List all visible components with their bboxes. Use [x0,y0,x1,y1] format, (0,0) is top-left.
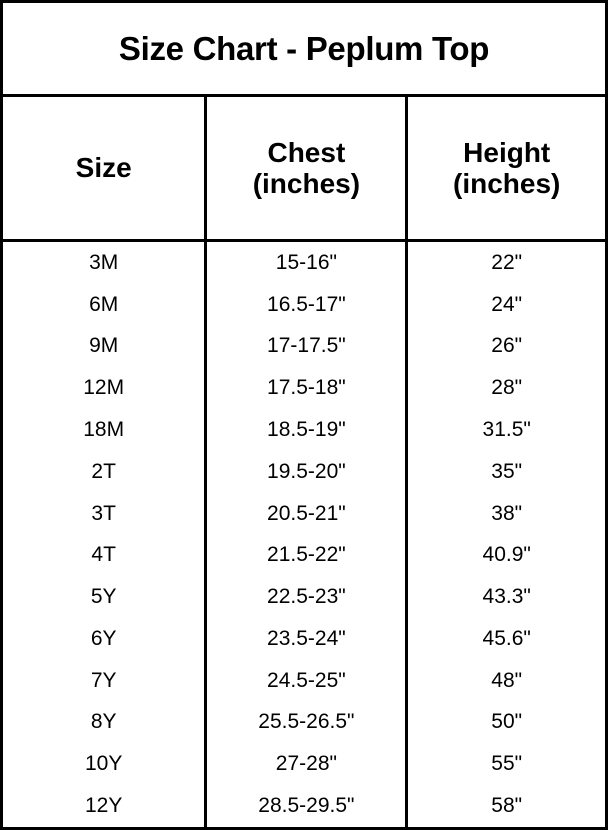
cell-chest: 24.5-25" [206,660,407,702]
cell-size: 9M [3,326,206,368]
table-row [3,702,605,744]
cell-size: 7Y [3,660,206,702]
cell-height: 55" [491,752,523,776]
cell-height: 48" [491,668,523,692]
cell-size: 6M [3,284,206,326]
column-header-height-line1: Height [463,136,551,168]
cell-chest: 28.5-29.5" [206,785,407,827]
cell-height: 40.9" [482,543,531,567]
cell-size: 18M [3,409,206,451]
column-header-size [3,97,206,241]
cell-height: 58" [491,794,523,818]
size-chart-table [3,97,605,827]
cell-size: 4T [3,534,206,576]
column-header-height [407,97,605,241]
cell-chest: 18.5-19" [206,409,407,451]
table-row [3,493,605,535]
table-header-row [3,97,605,241]
table-row [3,534,605,576]
cell-chest: 17.5-18" [206,367,407,409]
cell-chest: 23.5-24" [206,618,407,660]
cell-size: 12Y [3,785,206,827]
cell-chest: 19.5-20" [206,451,407,493]
cell-height: 50" [491,710,523,734]
cell-chest: 25.5-26.5" [206,702,407,744]
cell-chest: 16.5-17" [206,284,407,326]
cell-chest: 17-17.5" [206,326,407,368]
cell-height: 38" [491,501,523,525]
cell-size: 6Y [3,618,206,660]
column-header-chest-line1: Chest [267,136,346,168]
cell-height: 35" [491,459,523,483]
table-row [3,743,605,785]
table-row [3,409,605,451]
page-title: Size Chart - Peplum Top [3,3,605,97]
cell-height: 26" [491,334,523,358]
column-header-chest [206,97,407,241]
cell-height: 22" [491,250,523,274]
cell-chest: 20.5-21" [206,493,407,535]
cell-size: 5Y [3,576,206,618]
table-row [3,660,605,702]
cell-chest: 21.5-22" [206,534,407,576]
table-row [3,618,605,660]
cell-size: 8Y [3,702,206,744]
cell-height: 31.5" [482,418,531,442]
column-header-chest-line2: (inches) [252,168,361,199]
cell-size: 3T [3,493,206,535]
cell-height: 28" [491,376,523,400]
cell-size: 12M [3,367,206,409]
cell-chest: 27-28" [206,743,407,785]
table-row [3,284,605,326]
column-header-height-line2: (inches) [453,168,561,199]
cell-size: 2T [3,451,206,493]
cell-chest: 22.5-23" [206,576,407,618]
cell-size: 3M [3,241,206,284]
table-row [3,785,605,827]
table-row [3,326,605,368]
cell-size: 10Y [3,743,206,785]
cell-height: 24" [491,292,523,316]
table-row [3,576,605,618]
table-row [3,367,605,409]
column-header-size-line1: Size [75,152,132,184]
table-row [3,451,605,493]
cell-height: 43.3" [482,585,531,609]
cell-chest: 15-16" [206,241,407,284]
cell-height: 45.6" [482,626,531,650]
table-row [3,241,605,284]
